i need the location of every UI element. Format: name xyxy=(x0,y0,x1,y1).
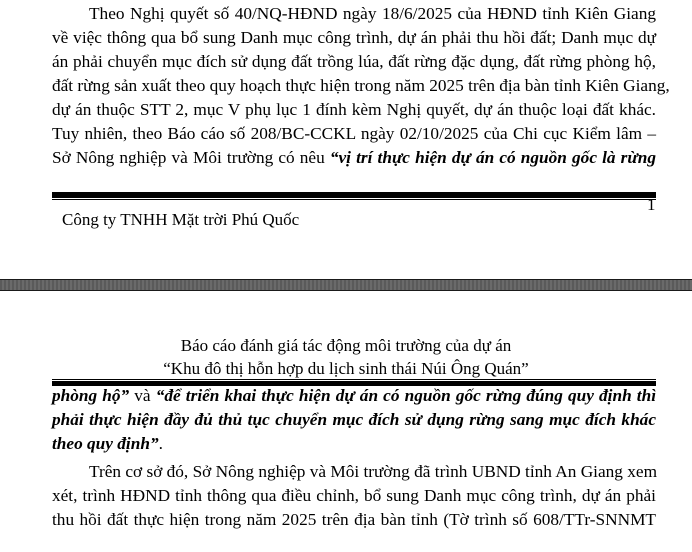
page-number: 1 xyxy=(647,195,656,214)
page-break-separator xyxy=(0,279,692,291)
plain-text: Sở Nông nghiệp và Môi trường có nêu xyxy=(52,148,330,167)
paragraph-line: về việc thông qua bổ sung Danh mục công trình, dự án phải thu hồi đất; Danh mục dự xyxy=(52,28,656,47)
plain-text: và xyxy=(129,386,156,405)
paragraph-line: Tuy nhiên, theo Báo cáo số 208/BC-CCKL ngày 02/10/2025 của Chi cục Kiểm lâm – xyxy=(52,124,656,143)
paragraph-line: Theo Nghị quyết số 40/NQ-HĐND ngày 18/6/2025 của HĐND tỉnh Kiên Giang xyxy=(89,4,656,23)
quoted-emphasis: “vị trí thực hiện dự án có nguồn gốc là rừng xyxy=(329,148,656,167)
paragraph-line: đất rừng sản xuất theo quy hoạch thực hiện trong năm 2025 trên địa bàn tỉnh Kiên Giang, xyxy=(52,76,670,95)
paragraph-line: xét, trình HĐND tỉnh thông qua điều chỉnh, bổ sung Danh mục công trình, dự án phải xyxy=(52,486,656,505)
paragraph-line: án phải chuyển mục đích sử dụng đất trồng lúa, đất rừng đặc dụng, đất rừng phòng hộ, xyxy=(52,52,656,71)
header-rule-thin xyxy=(52,379,656,380)
header-report-title: Báo cáo đánh giá tác động môi trường của dự án xyxy=(180,336,512,355)
plain-text: . xyxy=(158,434,163,453)
footer-company-name: Công ty TNHH Mặt trời Phú Quốc xyxy=(62,210,300,229)
quoted-emphasis: “để triển khai thực hiện dự án có nguồn gốc rừng đúng quy định thì xyxy=(155,386,657,405)
quoted-emphasis: theo quy định” xyxy=(52,434,159,453)
header-project-name: “Khu đô thị hỗn hợp du lịch sinh thái Núi Ông Quán” xyxy=(163,359,529,378)
paragraph-line: dự án thuộc STT 2, mục V phụ lục 1 đính kèm Nghị quyết, dự án thuộc loại đất khác. xyxy=(52,100,656,119)
quoted-emphasis: phòng hộ” xyxy=(52,386,130,405)
paragraph-line: Trên cơ sở đó, Sở Nông nghiệp và Môi trường đã trình UBND tỉnh An Giang xem xyxy=(89,462,658,481)
paragraph-line: phải thực hiện đầy đủ thủ tục chuyển mục đích sử dụng rừng sang mục đích khác xyxy=(52,410,656,429)
footer-rule xyxy=(52,192,656,198)
paragraph-line xyxy=(52,432,656,456)
footer-rule-thin xyxy=(52,199,656,200)
paragraph-line: thu hồi đất thực hiện trong năm 2025 trên địa bàn tỉnh (Tờ trình số 608/TTr-SNNMT xyxy=(52,510,656,529)
paragraph-line xyxy=(52,384,656,408)
paragraph-line xyxy=(52,146,656,170)
